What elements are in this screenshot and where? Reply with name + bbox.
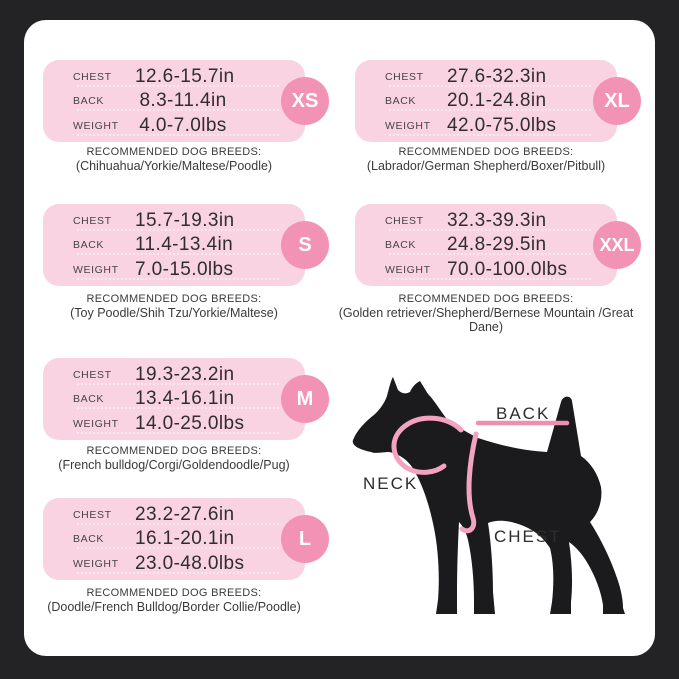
back-row xyxy=(43,89,305,113)
weight-value: 23.0-48.0lbs xyxy=(135,552,245,574)
breeds-title: RECOMMENDED DOG BREEDS: xyxy=(86,445,262,457)
breeds-names: (Labrador/German Shepherd/Boxer/Pitbull) xyxy=(366,159,606,173)
size-panel-l xyxy=(43,498,312,580)
size-badge-label: L xyxy=(298,527,312,550)
size-badge-xxl xyxy=(593,221,641,269)
weight-label: WEIGHT xyxy=(73,417,119,430)
breeds-title: RECOMMENDED DOG BREEDS: xyxy=(86,146,262,158)
chest-label: CHEST xyxy=(385,70,424,83)
back-row xyxy=(43,387,305,411)
size-panel-s xyxy=(43,204,312,286)
chest-value: 27.6-32.3in xyxy=(447,65,547,87)
weight-row xyxy=(355,258,617,282)
size-badge-label: S xyxy=(298,233,312,256)
chest-value: 23.2-27.6in xyxy=(135,503,235,525)
back-value: 13.4-16.1in xyxy=(135,388,235,409)
weight-label: WEIGHT xyxy=(385,263,431,276)
diagram-label-back: BACK xyxy=(496,404,551,423)
breeds-title: RECOMMENDED DOG BREEDS: xyxy=(86,293,262,305)
breeds-block-xl xyxy=(336,145,636,173)
back-value: 8.3-11.4in xyxy=(139,90,227,111)
back-value: 11.4-13.4in xyxy=(135,234,234,255)
breeds-block-s xyxy=(24,292,324,320)
chest-row xyxy=(355,65,617,89)
size-badge-xl xyxy=(593,77,641,125)
breeds-title: RECOMMENDED DOG BREEDS: xyxy=(398,293,574,305)
chest-label: CHEST xyxy=(73,70,112,83)
weight-value: 4.0-7.0lbs xyxy=(139,114,227,136)
size-panel-m xyxy=(43,358,314,440)
weight-row xyxy=(43,412,305,436)
back-row xyxy=(355,89,617,113)
dog-body-shape xyxy=(353,377,625,614)
chest-label: CHEST xyxy=(73,508,112,521)
weight-value: 14.0-25.0lbs xyxy=(135,412,245,434)
breeds-names: (Chihuahua/Yorkie/Maltese/Poodle) xyxy=(75,159,273,173)
back-label: BACK xyxy=(385,95,416,107)
breeds-block-l xyxy=(24,586,324,614)
size-badge-l xyxy=(281,515,329,563)
size-badge-s xyxy=(281,221,329,269)
breeds-block-xs xyxy=(24,145,324,173)
chest-row xyxy=(43,503,305,527)
back-row xyxy=(43,233,305,257)
size-badge-label: XL xyxy=(604,89,630,112)
weight-value: 70.0-100.0lbs xyxy=(447,258,568,280)
diagram-label-neck: NECK xyxy=(363,474,419,493)
weight-row xyxy=(43,114,305,138)
chest-label: CHEST xyxy=(385,214,424,227)
diagram-label-chest: CHEST xyxy=(494,527,562,546)
back-label: BACK xyxy=(385,239,416,251)
breeds-names: (Golden retriever/Shepherd/Bernese Mountain /Great Dane) xyxy=(338,306,634,334)
back-value: 24.8-29.5in xyxy=(447,234,547,255)
size-panel-xxl xyxy=(355,204,635,286)
back-label: BACK xyxy=(73,95,104,107)
chest-value: 32.3-39.3in xyxy=(447,209,547,231)
weight-label: WEIGHT xyxy=(73,119,119,132)
weight-value: 42.0-75.0lbs xyxy=(447,114,557,136)
chest-value: 19.3-23.2in xyxy=(135,363,235,385)
weight-label: WEIGHT xyxy=(73,557,119,570)
chest-value: 12.6-15.7in xyxy=(135,65,235,87)
size-badge-label: XXL xyxy=(599,234,635,255)
weight-label: WEIGHT xyxy=(385,119,431,132)
size-panel-xl xyxy=(355,60,630,142)
chest-row xyxy=(43,363,305,387)
breeds-names: (Doodle/French Bulldog/Border Collie/Poodle) xyxy=(47,600,301,614)
chest-label: CHEST xyxy=(73,368,112,381)
size-badge-xs xyxy=(281,77,329,125)
breeds-block-xxl xyxy=(336,292,636,334)
back-label: BACK xyxy=(73,393,104,405)
back-label: BACK xyxy=(73,239,104,251)
weight-value: 7.0-15.0lbs xyxy=(135,258,234,280)
size-panel-xs xyxy=(43,60,319,142)
size-badge-label: M xyxy=(296,387,314,410)
back-label: BACK xyxy=(73,533,104,545)
back-row xyxy=(355,233,617,257)
size-badge-m xyxy=(281,375,329,423)
breeds-names: (Toy Poodle/Shih Tzu/Yorkie/Maltese) xyxy=(70,306,278,320)
chest-row xyxy=(43,65,305,89)
weight-label: WEIGHT xyxy=(73,263,119,276)
breeds-title: RECOMMENDED DOG BREEDS: xyxy=(398,146,574,158)
size-badge-label: XS xyxy=(291,89,319,112)
weight-row xyxy=(43,552,305,576)
breeds-title: RECOMMENDED DOG BREEDS: xyxy=(86,587,262,599)
chest-row xyxy=(43,209,305,233)
chest-value: 15.7-19.3in xyxy=(135,209,235,231)
back-row xyxy=(43,527,305,551)
back-value: 20.1-24.8in xyxy=(447,90,547,111)
back-value: 16.1-20.1in xyxy=(135,528,235,549)
breeds-block-m xyxy=(24,444,324,472)
weight-row xyxy=(355,114,617,138)
chest-label: CHEST xyxy=(73,214,112,227)
breeds-names: (French bulldog/Corgi/Goldendoodle/Pug) xyxy=(58,458,290,472)
dog-silhouette xyxy=(345,370,645,620)
weight-row xyxy=(43,258,305,282)
chest-row xyxy=(355,209,617,233)
